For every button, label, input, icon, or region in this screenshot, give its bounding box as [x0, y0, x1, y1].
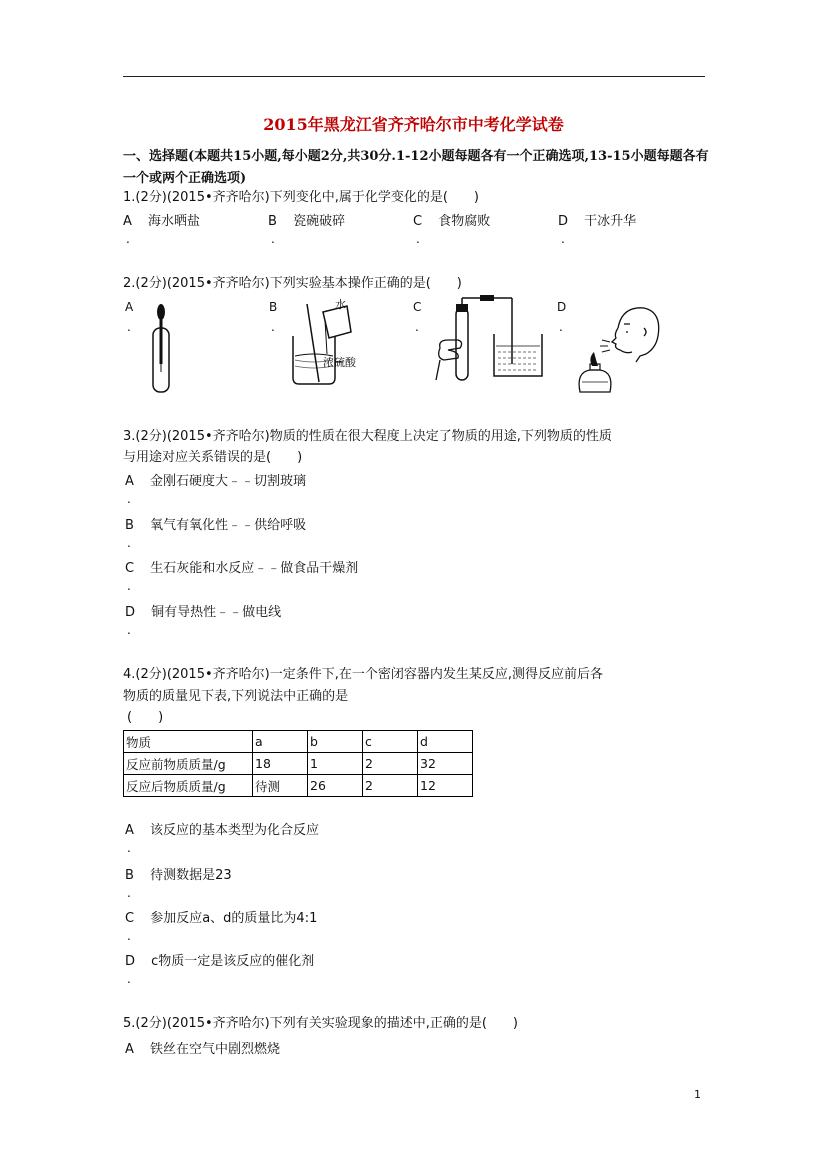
option-text: 铁丝在空气中剧烈燃烧 [150, 1042, 281, 1057]
table-cell: 反应后物质质量/g [124, 775, 253, 797]
option-dot: . [559, 320, 563, 334]
q2-option-a-letter[interactable]: A [125, 300, 134, 314]
table-header-row [124, 731, 473, 753]
table-header-cell: d [418, 731, 473, 753]
option-dot: . [127, 536, 131, 550]
q2-option-b-letter[interactable]: B [269, 300, 278, 314]
option-dot: . [271, 232, 275, 246]
q4-option-a[interactable] [125, 819, 319, 838]
section-heading: 一、选择题(本题共15小题,每小题2分,共30分.1-12小题每题各有一个正确选项,13-15小题每题各有一个或两个正确选项) [123, 149, 709, 186]
option-letter: B [125, 868, 134, 883]
option-dot: . [127, 320, 131, 334]
table-cell: 12 [418, 775, 473, 797]
table-header-cell: a [253, 731, 308, 753]
option-text: 氧气有氧化性﹣﹣供给呼吸 [150, 518, 307, 533]
question-4-stem-line3: ( ) [127, 710, 164, 725]
option-dot: . [127, 579, 131, 593]
option-text: 食物腐败 [438, 214, 491, 229]
table-cell: 32 [418, 753, 473, 775]
table-cell: 待测 [253, 775, 308, 797]
option-letter: A [123, 214, 132, 229]
option-text: 瓷碗破碎 [293, 214, 346, 229]
q2-option-c-letter[interactable]: C [413, 300, 422, 314]
option-letter: A [125, 474, 134, 489]
header-rule [123, 76, 705, 77]
page-number: 1 [694, 1088, 701, 1101]
option-letter: B [125, 518, 134, 533]
question-4-stem-line1: 4.(2分)(2015•齐齐哈尔)一定条件下,在一个密闭容器内发生某反应,测得反应前后各 [123, 667, 603, 682]
q3-option-a[interactable] [125, 470, 306, 489]
table-header-cell: b [308, 731, 363, 753]
question-5-stem: 5.(2分)(2015•齐齐哈尔)下列有关实验现象的描述中,正确的是( ) [123, 1016, 518, 1031]
q1-option-b[interactable] [268, 210, 345, 229]
question-3-stem-line1: 3.(2分)(2015•齐齐哈尔)物质的性质在很大程度上决定了物质的用途,下列物质的性质 [123, 429, 612, 444]
table-cell: 1 [308, 753, 363, 775]
option-dot: . [561, 232, 565, 246]
q5-option-a[interactable] [125, 1038, 280, 1057]
acid-dilution-figure [283, 296, 373, 388]
page-title: 2015年黑龙江省齐齐哈尔市中考化学试卷 [263, 115, 564, 134]
option-text: 干冰升华 [584, 214, 637, 229]
q1-option-a[interactable] [123, 210, 200, 229]
option-text: 生石灰能和水反应﹣﹣做食品干燥剂 [150, 561, 359, 576]
sulfuric-acid-label: 浓硫酸 [323, 356, 356, 369]
airtightness-check-figure [434, 294, 554, 384]
question-3-stem-line2: 与用途对应关系错误的是( ) [123, 450, 303, 465]
option-dot: . [127, 841, 131, 855]
option-text: 参加反应a、d的质量比为4:1 [150, 911, 318, 926]
q3-option-d[interactable] [125, 601, 281, 620]
table-cell: 反应前物质质量/g [124, 753, 253, 775]
option-text: c物质一定是该反应的催化剂 [151, 954, 315, 969]
q3-option-c[interactable] [125, 557, 358, 576]
q2-option-d-letter[interactable]: D [557, 300, 567, 314]
table-cell: 18 [253, 753, 308, 775]
option-letter: B [268, 214, 277, 229]
option-dot: . [127, 492, 131, 506]
option-text: 该反应的基本类型为化合反应 [150, 823, 320, 838]
option-letter: C [125, 561, 135, 576]
question-1-stem: 1.(2分)(2015•齐齐哈尔)下列变化中,属于化学变化的是( ) [123, 190, 479, 205]
q4-option-c[interactable] [125, 907, 317, 926]
smelling-gas-figure [566, 302, 666, 396]
q1-option-c[interactable] [413, 210, 490, 229]
option-dot: . [127, 929, 131, 943]
option-dot: . [127, 623, 131, 637]
table-cell: 2 [363, 753, 418, 775]
option-dot: . [415, 320, 419, 334]
q1-option-d[interactable] [558, 210, 636, 229]
option-letter: D [558, 214, 569, 229]
option-text: 海水晒盐 [148, 214, 201, 229]
water-label: 水 [335, 298, 346, 311]
option-letter: D [125, 954, 136, 969]
table-cell: 2 [363, 775, 418, 797]
option-text: 待测数据是23 [150, 868, 232, 883]
table-header-cell: 物质 [124, 731, 253, 753]
question-4-stem-line2: 物质的质量见下表,下列说法中正确的是 [123, 689, 349, 704]
option-text: 金刚石硬度大﹣﹣切割玻璃 [150, 474, 307, 489]
option-letter: A [125, 1042, 134, 1057]
dropper-in-test-tube-figure [143, 300, 179, 396]
option-dot: . [416, 232, 420, 246]
mass-data-table [123, 730, 473, 797]
question-2-stem: 2.(2分)(2015•齐齐哈尔)下列实验基本操作正确的是( ) [123, 276, 462, 291]
option-letter: C [413, 214, 423, 229]
option-dot: . [127, 972, 131, 986]
table-header-cell: c [363, 731, 418, 753]
option-dot: . [127, 886, 131, 900]
table-row [124, 775, 473, 797]
q4-option-b[interactable] [125, 864, 232, 883]
option-letter: D [125, 605, 136, 620]
table-cell: 26 [308, 775, 363, 797]
q4-option-d[interactable] [125, 950, 314, 969]
table-row [124, 753, 473, 775]
option-letter: A [125, 823, 134, 838]
option-letter: C [125, 911, 135, 926]
option-text: 铜有导热性﹣﹣做电线 [151, 605, 282, 620]
q3-option-b[interactable] [125, 514, 306, 533]
option-dot: . [271, 320, 275, 334]
option-dot: . [126, 232, 130, 246]
